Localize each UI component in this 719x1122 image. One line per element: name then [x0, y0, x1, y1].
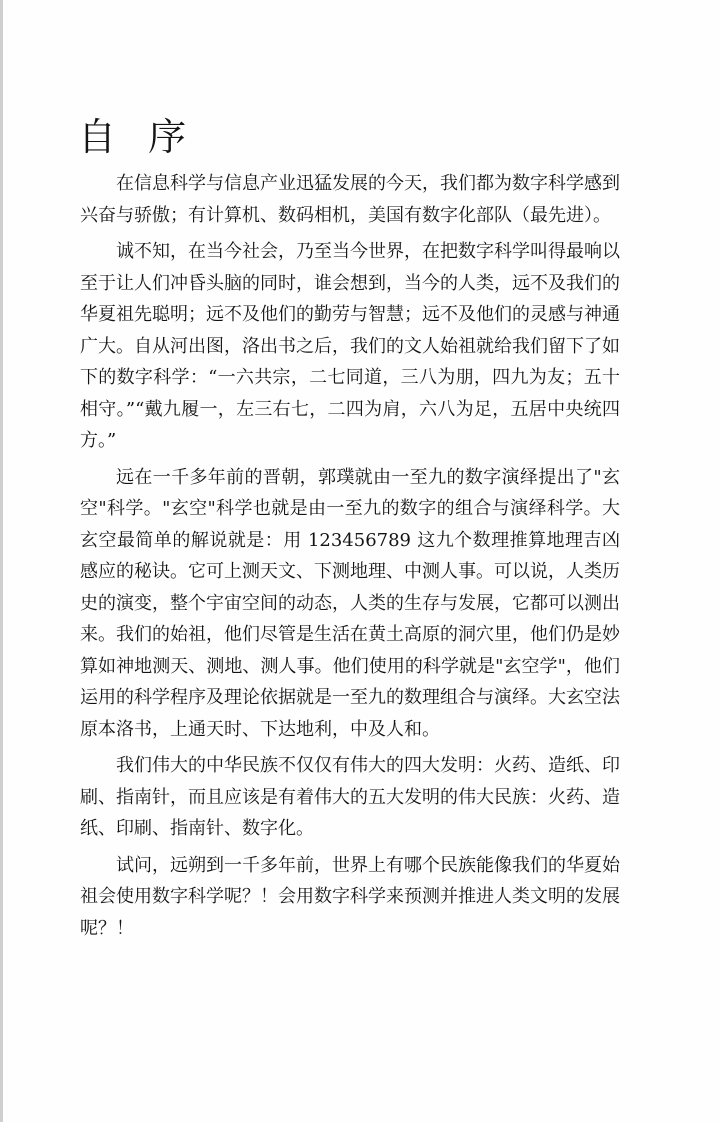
paragraph-3: 远在一千多年前的晋朝，郭璞就由一至九的数字演绎提出了"玄空"科学。"玄空"科学也就是由一至九的数字的组合与演绎科学。大玄空最简单的解说就是：用 123456789 这九个数理推算地理吉凶感应的秘诀。它可上测天文、下测地理、中测人事。可以说，人类历史的演变，整个宇宙空间的动态，人类的生存与发展，它都可以测出来。我们的始祖，他们尽管是生活在黄土高原的洞穴里，他们仍是妙算如神地测天、测地、测人事。他们使用的科学就是"玄空学"，他们运用的科学程序及理论依据就是一至九的数理组合与演绎。大玄空法原本洛书，上通天时、下达地利，中及人和。 — [80, 466, 620, 740]
paragraph-1: 在信息科学与信息产业迅猛发展的今天，我们都为数字科学感到兴奋与骄傲；有计算机、数码相机，美国有数字化部队（最先进）。 — [80, 173, 620, 226]
paragraph-2: 诚不知，在当今社会，乃至当今世界，在把数字科学叫得最响以至于让人们冲昏头脑的同时，谁会想到，当今的人类，远不及我们的华夏祖先聪明；远不及他们的勤劳与智慧；远不及他们的灵感与神通广大。自从河出图，洛出书之后，我们的文人始祖就给我们留下了如下的数字科学：“一六共宗，二七同道，三八为朋，四九为友；五十相守。”“戴九履一，左三右七，二四为肩，六八为足，五居中央统四方。” — [80, 241, 620, 451]
paragraph-4: 我们伟大的中华民族不仅仅有伟大的四大发明：火药、造纸、印刷、指南针，而且应该是有着伟大的五大发明的伟大民族：火药、造纸、印刷、指南针、数字化。 — [80, 755, 620, 839]
paragraph-5: 试问，远朔到一千多年前，世界上有哪个民族能像我们的华夏始祖会使用数字科学呢？！会用数字科学来预测并推进人类文明的发展呢？！ — [80, 854, 620, 939]
preface-body — [80, 168, 620, 949]
page-title: 自 序 — [78, 115, 197, 159]
page-edge-shadow — [0, 0, 3, 1122]
